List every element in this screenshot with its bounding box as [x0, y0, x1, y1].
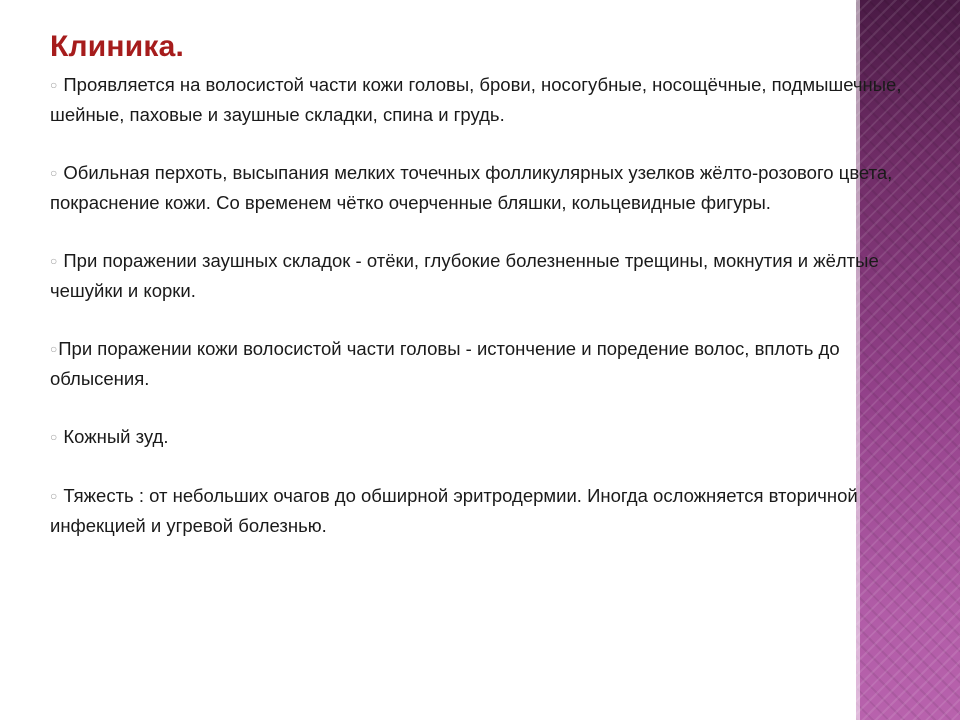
- bullet-icon: ○: [50, 342, 58, 356]
- paragraph-text: Тяжесть : от небольших очагов до обширной эритродермии. Иногда осложняется вторичной инфекцией и угревой болезнью.: [50, 485, 858, 536]
- paragraph-scalp: [50, 334, 912, 393]
- bullet-icon: ○: [50, 489, 58, 503]
- paragraph-text: Обильная перхоть, высыпания мелких точечных фолликулярных узелков жёлто-розового цвета, покраснение кожи. Со временем чётко очерченные бляшки, кольцевидные фигуры.: [50, 162, 893, 213]
- slide-content: [50, 70, 912, 569]
- paragraph-text: При поражении кожи волосистой части головы - истончение и поредение волос, вплоть до облысения.: [50, 338, 840, 389]
- bullet-icon: ○: [50, 166, 58, 180]
- paragraph-symptoms: [50, 158, 912, 217]
- bullet-icon: ○: [50, 78, 58, 92]
- bullet-icon: ○: [50, 430, 58, 444]
- paragraph-severity: [50, 481, 912, 540]
- paragraph-itch: [50, 422, 912, 452]
- slide-title: Клиника.: [50, 30, 185, 63]
- paragraph-text: Кожный зуд.: [58, 426, 169, 447]
- paragraph-localization: [50, 70, 912, 129]
- bullet-icon: ○: [50, 254, 58, 268]
- paragraph-text: При поражении заушных складок - отёки, глубокие болезненные трещины, мокнутия и жёлтые чешуйки и корки.: [50, 250, 879, 301]
- paragraph-text: Проявляется на волосистой части кожи головы, брови, носогубные, носощёчные, подмышечные, шейные, паховые и заушные складки, спина и грудь.: [50, 74, 902, 125]
- paragraph-ear-folds: [50, 246, 912, 305]
